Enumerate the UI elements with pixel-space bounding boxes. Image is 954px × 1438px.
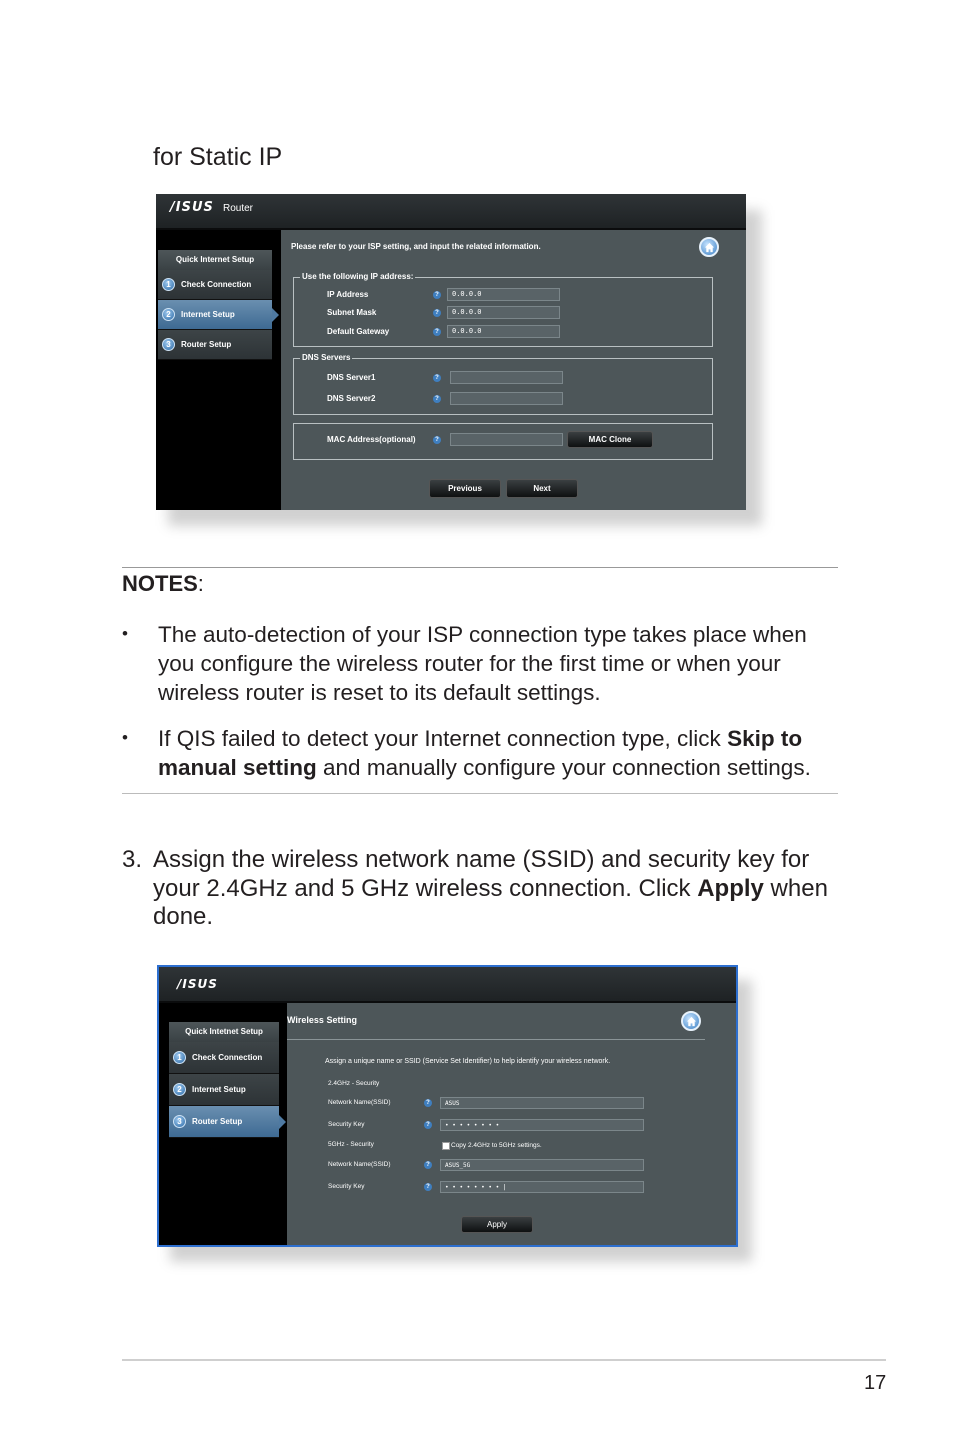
notes-colon: : — [197, 571, 204, 596]
step-number: 2 — [173, 1083, 186, 1096]
step3-text-post: when done. — [153, 874, 828, 930]
qis-sidebar-title: Quick Internet Setup — [158, 250, 272, 271]
default-gateway-input[interactable]: 0.0.0.0 — [447, 325, 560, 338]
home-icon[interactable] — [699, 237, 719, 257]
dns-group-legend: DNS Servers — [302, 353, 351, 362]
ip-group-legend: Use the following IP address: — [302, 272, 414, 281]
title-divider — [287, 1039, 705, 1040]
step3-text — [153, 846, 843, 932]
step-internet-setup[interactable] — [169, 1074, 279, 1106]
skip-to-manual-setting: Skip to manual setting — [158, 726, 803, 780]
ssid-5-input[interactable]: ASUS_5G — [440, 1159, 644, 1171]
step3-text-pre: Assign the wireless network name (SSID) and security key for your 2.4GHz and 5 GHz wireless connection. Click — [153, 846, 810, 902]
active-step-arrow — [272, 308, 279, 322]
help-icon[interactable]: ? — [424, 1121, 432, 1129]
step3-number: 3. — [122, 846, 143, 873]
step-number: 2 — [162, 308, 175, 321]
asus-logo: /ISUS — [177, 977, 218, 991]
key-24-label: Security Key — [328, 1121, 365, 1128]
notes-bullet-2: • — [122, 728, 128, 747]
dns-server2-label: DNS Server2 — [327, 394, 376, 403]
notes-item-2-post: and manually configure your connection settings. — [316, 755, 811, 780]
apply-button[interactable]: Apply — [461, 1216, 533, 1233]
copy-settings-label: Copy 2.4GHz to 5GHz settings. — [451, 1142, 542, 1149]
notes-item-2 — [158, 724, 838, 782]
mac-clone-button[interactable]: MAC Clone — [567, 431, 653, 448]
mac-address-label: MAC Address(optional) — [327, 435, 416, 444]
notes-title-text: NOTES — [122, 571, 198, 596]
wireless-setting-panel — [287, 1003, 736, 1247]
step-number: 1 — [162, 278, 175, 291]
router-topbar — [156, 194, 746, 230]
ssid-5-label: Network Name(SSID) — [328, 1161, 391, 1168]
help-icon[interactable]: ? — [433, 309, 441, 317]
step-label: Router Setup — [181, 340, 232, 349]
step-router-setup[interactable] — [169, 1106, 279, 1138]
help-icon[interactable]: ? — [433, 395, 441, 403]
ssid-24-label: Network Name(SSID) — [328, 1099, 391, 1106]
dns-server2-input[interactable] — [450, 392, 563, 405]
step-label: Check Connection — [192, 1053, 263, 1062]
dns-server1-label: DNS Server1 — [327, 373, 376, 382]
help-icon[interactable]: ? — [433, 328, 441, 336]
notes-item-1: The auto-detection of your ISP connection type takes place when you configure the wireless router for the first time or when your wireless router is reset to its default settings. — [158, 622, 807, 705]
copy-settings-checkbox[interactable] — [442, 1142, 450, 1150]
key-24-input[interactable]: • • • • • • • • — [440, 1119, 644, 1131]
mac-address-input[interactable] — [450, 433, 563, 446]
step-label: Internet Setup — [192, 1085, 246, 1094]
ip-address-input[interactable]: 0.0.0.0 — [447, 288, 560, 301]
step-label: Router Setup — [192, 1117, 243, 1126]
static-ip-heading: for Static IP — [153, 143, 283, 171]
home-icon[interactable] — [681, 1011, 701, 1031]
help-icon[interactable]: ? — [424, 1183, 432, 1191]
wireless-setting-title: Wireless Setting — [287, 1015, 357, 1025]
step-internet-setup[interactable] — [158, 300, 272, 330]
help-icon[interactable]: ? — [424, 1099, 432, 1107]
notes-bottom-rule — [122, 793, 838, 794]
isp-instruction: Please refer to your ISP setting, and input the related information. — [291, 242, 541, 251]
help-icon[interactable]: ? — [424, 1161, 432, 1169]
notes-top-rule — [122, 567, 838, 568]
router-topbar — [159, 967, 736, 1003]
active-step-arrow — [279, 1115, 286, 1129]
help-icon[interactable]: ? — [433, 436, 441, 444]
key-5-input[interactable]: • • • • • • • • | — [440, 1181, 644, 1193]
page-number: 17 — [864, 1372, 887, 1394]
ip-address-label: IP Address — [327, 290, 369, 299]
step-label: Check Connection — [181, 280, 252, 289]
subnet-mask-label: Subnet Mask — [327, 308, 377, 317]
subnet-mask-input[interactable]: 0.0.0.0 — [447, 306, 560, 319]
product-label: Router — [223, 203, 254, 214]
step-label: Internet Setup — [181, 310, 235, 319]
qis-sidebar-title: Quick Intetnet Setup — [169, 1022, 279, 1043]
default-gateway-label: Default Gateway — [327, 327, 390, 336]
help-icon[interactable]: ? — [433, 374, 441, 382]
notes-bullet-1: • — [122, 624, 128, 643]
apply-keyword: Apply — [697, 874, 764, 902]
notes-item-2-pre: If QIS failed to detect your Internet connection type, click — [158, 726, 728, 751]
next-button[interactable]: Next — [506, 479, 578, 498]
asus-logo: /ISUS — [170, 200, 214, 215]
step-number: 3 — [162, 338, 175, 351]
section-24ghz-security: 2.4GHz - Security — [328, 1080, 380, 1087]
step-check-connection[interactable] — [158, 270, 272, 300]
key-5-label: Security Key — [328, 1183, 365, 1190]
previous-button[interactable]: Previous — [429, 479, 501, 498]
ssid-24-input[interactable]: ASUS — [440, 1097, 644, 1109]
footer-rule — [122, 1359, 886, 1361]
step-number: 1 — [173, 1051, 186, 1064]
notes-title — [122, 571, 204, 597]
dns-servers-group — [293, 358, 713, 415]
dns-server1-input[interactable] — [450, 371, 563, 384]
isp-settings-panel — [281, 230, 746, 510]
static-ip-screenshot — [156, 194, 746, 510]
section-5ghz-security: 5GHz - Security — [328, 1141, 374, 1148]
step-check-connection[interactable] — [169, 1042, 279, 1074]
help-icon[interactable]: ? — [433, 291, 441, 299]
wireless-instruction: Assign a unique name or SSID (Service Set Identifier) to help identify your wireless network. — [325, 1058, 611, 1065]
wireless-setting-screenshot — [157, 965, 738, 1247]
step-number: 3 — [173, 1115, 186, 1128]
step-router-setup[interactable] — [158, 330, 272, 360]
